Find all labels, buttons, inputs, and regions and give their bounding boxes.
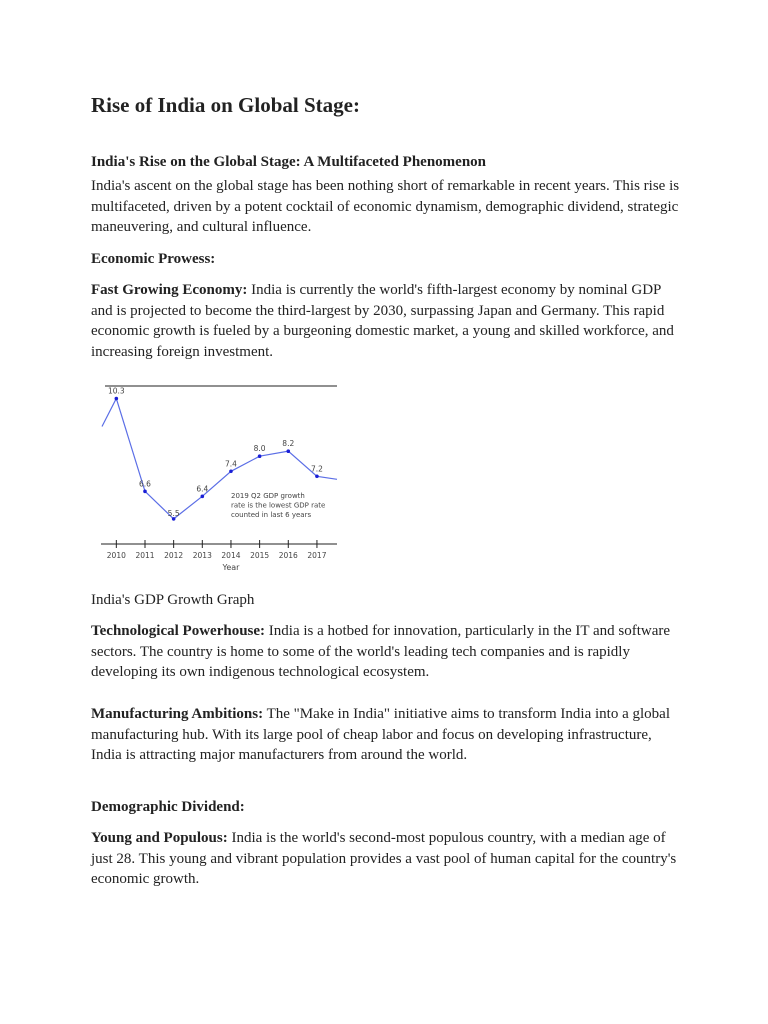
young-label: Young and Populous: — [91, 830, 228, 846]
x-axis-label: Year — [222, 563, 240, 572]
x-ticks — [107, 540, 327, 560]
data-point-2015 — [258, 454, 262, 458]
value-label-2014: 7.4 — [224, 459, 237, 469]
page-title: Rise of India on Global Stage: — [91, 93, 360, 117]
chart-annotation — [231, 492, 325, 519]
section-subtitle: India's Rise on the Global Stage: A Multifaceted Phenomenon — [91, 154, 487, 170]
data-point-2017 — [315, 474, 319, 478]
annotation-line-1: rate is the lowest GDP rate — [231, 501, 326, 510]
demographic-heading: Demographic Dividend: — [91, 799, 245, 815]
tech-paragraph — [91, 621, 681, 683]
value-label-2012: 5.5 — [167, 508, 180, 518]
tick-label-2010: 2010 — [106, 551, 126, 560]
value-label-2011: 6.6 — [139, 479, 151, 489]
tick-label-2015: 2015 — [250, 551, 270, 560]
value-label-2010: 10.3 — [107, 386, 125, 396]
tech-label: Technological Powerhouse: — [91, 623, 266, 639]
value-label-2015: 8.0 — [253, 444, 266, 454]
value-label-2016: 8.2 — [282, 439, 295, 449]
tick-label-2017: 2017 — [307, 551, 327, 560]
tick-label-2013: 2013 — [192, 551, 212, 560]
chart-caption: India's GDP Growth Graph — [91, 592, 255, 608]
tick-label-2011: 2011 — [135, 551, 155, 560]
tick-label-2014: 2014 — [221, 551, 241, 560]
data-point-2011 — [143, 490, 147, 494]
value-label-2017: 7.2 — [310, 464, 323, 474]
gdp-growth-chart — [91, 374, 341, 574]
value-label-2013: 6.4 — [196, 484, 209, 494]
data-point-2016 — [286, 449, 290, 453]
fast-growing-text: India is currently the world's fifth-largest economy by nominal GDP and is projected to become the third-largest by 2030, surpassing Japan and Germany. This rapid economic growth is fueled by a burgeoning domestic market, a young and skilled workforce, and increasing foreign investment. — [91, 282, 674, 360]
fast-growing-label: Fast Growing Economy: — [91, 282, 248, 298]
data-point-2010 — [115, 397, 119, 401]
manufacturing-label: Manufacturing Ambitions: — [91, 706, 264, 722]
intro-paragraph: India's ascent on the global stage has been nothing short of remarkable in recent years. This rise is multifaceted, driven by a potent cocktail of economic dynamism, demographic dividend, strategic maneuvering, and cultural influence. — [91, 178, 680, 236]
manufacturing-text: The "Make in India" initiative aims to transform India into a global manufacturing hub. With its large pool of cheap labor and focus on developing infrastructure, India is attracting major manufacturers from around the world. — [91, 706, 670, 764]
fast-growing-paragraph — [91, 280, 681, 362]
young-text: India is the world's second-most populous country, with a median age of just 28. This young and vibrant population provides a vast pool of human capital for the country's economic growth. — [91, 830, 677, 888]
document-content — [91, 92, 681, 888]
tech-text: India is a hotbed for innovation, particularly in the IT and software sectors. The country is home to some of the world's leading tech companies and is rapidly developing its own indigenous technological ecosystem. — [91, 623, 671, 681]
young-paragraph — [91, 828, 681, 890]
tick-label-2016: 2016 — [278, 551, 298, 560]
manufacturing-paragraph — [91, 704, 681, 766]
data-point-2014 — [229, 469, 233, 473]
annotation-line-0: 2019 Q2 GDP growth — [231, 492, 305, 500]
data-point-2013 — [201, 495, 205, 499]
gdp-chart-svg — [91, 374, 341, 574]
economic-heading: Economic Prowess: — [91, 251, 216, 267]
tick-label-2012: 2012 — [164, 551, 184, 560]
annotation-line-2: counted in last 6 years — [231, 511, 312, 519]
